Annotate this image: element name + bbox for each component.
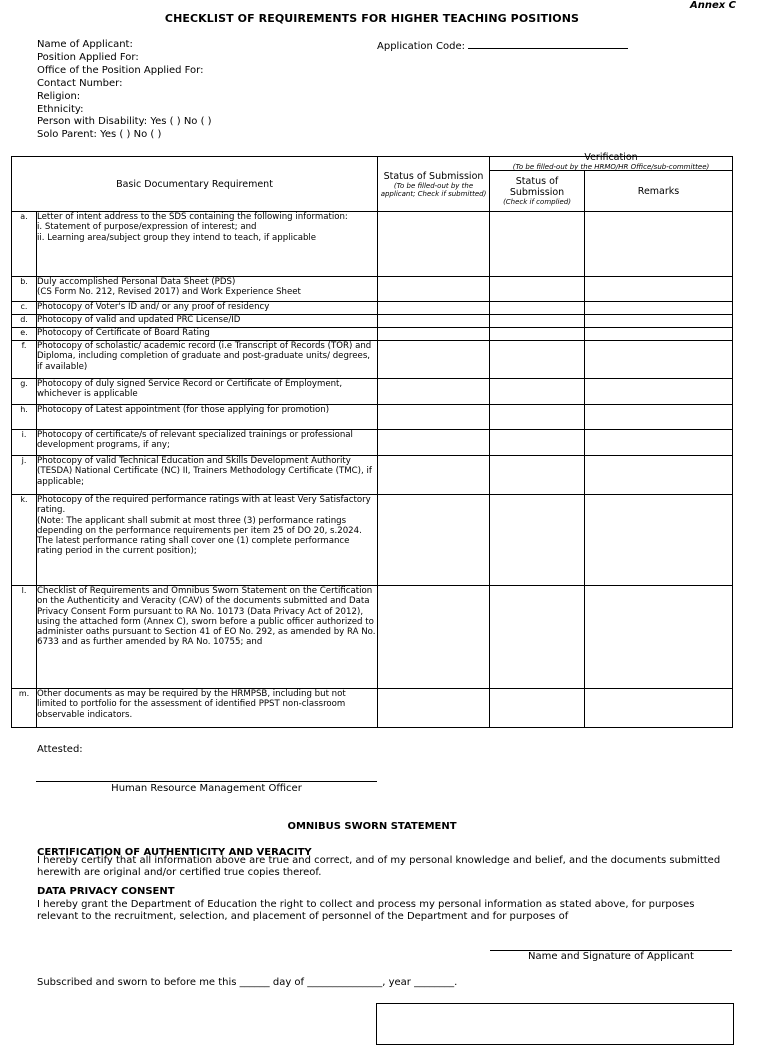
- table-row: [12, 405, 733, 430]
- table-row: [12, 315, 733, 328]
- row-letter: j.: [12, 456, 37, 495]
- row-requirement: Photocopy of Latest appointment (for those applying for promotion): [37, 405, 378, 430]
- remarks-cell[interactable]: [585, 430, 733, 456]
- status-cell[interactable]: [378, 328, 490, 341]
- row-letter: m.: [12, 689, 37, 728]
- status-cell[interactable]: [378, 315, 490, 328]
- pwd-label: Person with Disability: Yes ( ) No ( ): [37, 116, 212, 128]
- row-letter: l.: [12, 586, 37, 689]
- status-cell[interactable]: [378, 689, 490, 728]
- table-row: [12, 430, 733, 456]
- cav-text: I hereby certify that all information above are true and correct, and of my personal knowledge and belief, and the documents submitted herewith are original and/or certified true copies thereof.: [37, 855, 721, 878]
- sworn-statement: Subscribed and sworn to before me this ______ day of _______________, year ________.: [37, 977, 458, 988]
- ethnicity-label: Ethnicity:: [37, 103, 84, 115]
- ver-status-cell[interactable]: [490, 495, 585, 586]
- col-status-title: Status of Submission: [383, 170, 484, 182]
- attested-label: Attested:: [37, 744, 83, 755]
- ver-status-cell[interactable]: [490, 689, 585, 728]
- application-code-line: [468, 39, 628, 49]
- row-requirement: Photocopy of valid and updated PRC License/ID: [37, 315, 378, 328]
- annex-label: Annex C: [689, 0, 736, 11]
- contact-label: Contact Number:: [37, 77, 123, 89]
- status-cell[interactable]: [378, 586, 490, 689]
- col-ver-status-header: [490, 171, 585, 212]
- table-row: [12, 689, 733, 728]
- verification-header: [490, 152, 733, 171]
- row-letter: f.: [12, 341, 37, 379]
- row-letter: d.: [12, 315, 37, 328]
- col-status-note: (To be filled-out by the applicant; Check if submitted): [380, 181, 487, 198]
- row-letter: e.: [12, 328, 37, 341]
- verification-note: (To be filled-out by the HRMO/HR Office/sub-committee): [512, 163, 710, 171]
- table-row: [12, 302, 733, 315]
- row-letter: i.: [12, 430, 37, 456]
- document-title: CHECKLIST OF REQUIREMENTS FOR HIGHER TEACHING POSITIONS: [164, 12, 580, 25]
- row-requirement: Photocopy of the required performance ratings with at least Very Satisfactory rating. (Note: The applicant shall submit at most three (3) performance ratings depending on the performance requirements per item 25 of DO 20, s.2024. The latest performance rating shall cover one (1) complete performance rating period in the current position);: [37, 495, 378, 586]
- status-cell[interactable]: [378, 341, 490, 379]
- ver-status-cell[interactable]: [490, 379, 585, 405]
- remarks-cell[interactable]: [585, 302, 733, 315]
- remarks-cell[interactable]: [585, 586, 733, 689]
- row-letter: b.: [12, 277, 37, 302]
- ver-status-cell[interactable]: [490, 430, 585, 456]
- table-row: [12, 586, 733, 689]
- table-row: [12, 341, 733, 379]
- status-cell[interactable]: [378, 456, 490, 495]
- ver-status-cell[interactable]: [490, 302, 585, 315]
- remarks-cell[interactable]: [585, 212, 733, 277]
- row-letter: a.: [12, 212, 37, 277]
- remarks-cell[interactable]: [585, 277, 733, 302]
- remarks-cell[interactable]: [585, 495, 733, 586]
- ver-status-cell[interactable]: [490, 212, 585, 277]
- ver-status-cell[interactable]: [490, 341, 585, 379]
- row-requirement: Letter of intent address to the SDS containing the following information: i. Statement of purpose/expression of interest; and ii. Learning area/subject group they intend to teach, if applicable: [37, 212, 378, 277]
- status-cell[interactable]: [378, 379, 490, 405]
- applicant-info: [37, 39, 212, 142]
- ver-status-cell[interactable]: [490, 328, 585, 341]
- col-remarks-header: Remarks: [585, 171, 733, 212]
- remarks-cell[interactable]: [585, 689, 733, 728]
- status-cell[interactable]: [378, 405, 490, 430]
- row-letter: g.: [12, 379, 37, 405]
- col-ver-status-note: (Check if complied): [503, 198, 571, 206]
- table-row: [12, 212, 733, 277]
- requirements-table: [11, 152, 733, 728]
- cav-heading: CERTIFICATION OF AUTHENTICITY AND VERACITY: [37, 847, 312, 858]
- row-requirement: Photocopy of scholastic/ academic record (i.e Transcript of Records (TOR) and Diploma, including completion of graduate and post-graduate units/ degrees, if available): [37, 341, 378, 379]
- application-code: [377, 39, 628, 52]
- hrmo-signature-line: [36, 781, 377, 782]
- ver-status-cell[interactable]: [490, 277, 585, 302]
- ver-status-cell[interactable]: [490, 405, 585, 430]
- table-row: [12, 456, 733, 495]
- application-code-label: Application Code:: [377, 41, 466, 52]
- position-label: Position Applied For:: [37, 51, 139, 63]
- row-letter: k.: [12, 495, 37, 586]
- col-ver-status-title: Status of Submission: [509, 176, 565, 198]
- row-requirement: Checklist of Requirements and Omnibus Sworn Statement on the Certification on the Authenticity and Veracity (CAV) of the documents submitted and Data Privacy Consent Form pursuant to RA No. 10173 (Data Privacy Act of 2012), using the attached form (Annex C), sworn before a public officer authorized to administer oaths pursuant to Section 41 of EO No. 292, as amended by RA No. 6733 and as further amended by RA No. 10755; and: [37, 586, 378, 689]
- data-privacy-text: I hereby grant the Department of Education the right to collect and process my personal information as stated above, for purposes relevant to the recruitment, selection, and placement of personnel of the Department and for purposes of: [37, 899, 695, 922]
- row-requirement: Photocopy of valid Technical Education and Skills Development Authority (TESDA) National Certificate (NC) II, Trainers Methodology Certificate (TMC), if applicable;: [37, 456, 378, 495]
- status-cell[interactable]: [378, 430, 490, 456]
- verification-title: Verification: [584, 152, 638, 163]
- status-cell[interactable]: [378, 277, 490, 302]
- ver-status-cell[interactable]: [490, 586, 585, 689]
- col-requirement-header: Basic Documentary Requirement: [12, 157, 378, 212]
- status-cell[interactable]: [378, 495, 490, 586]
- table-row: [12, 328, 733, 341]
- remarks-cell[interactable]: [585, 405, 733, 430]
- status-cell[interactable]: [378, 212, 490, 277]
- row-requirement: Photocopy of duly signed Service Record or Certificate of Employment, whichever is applicable: [37, 379, 378, 405]
- row-letter: h.: [12, 405, 37, 430]
- row-requirement: Other documents as may be required by the HRMPSB, including but not limited to portfolio for the assessment of identified PPST non-classroom observable indicators.: [37, 689, 378, 728]
- religion-label: Religion:: [37, 90, 81, 102]
- omnibus-title: OMNIBUS SWORN STATEMENT: [287, 821, 457, 832]
- remarks-cell[interactable]: [585, 379, 733, 405]
- ver-status-cell[interactable]: [490, 456, 585, 495]
- hrmo-label: Human Resource Management Officer: [111, 783, 302, 794]
- ver-status-cell[interactable]: [490, 315, 585, 328]
- data-privacy-heading: DATA PRIVACY CONSENT: [37, 886, 175, 897]
- col-status-header: [378, 157, 490, 212]
- status-cell[interactable]: [378, 302, 490, 315]
- row-letter: c.: [12, 302, 37, 315]
- applicant-signature-label: Name and Signature of Applicant: [528, 951, 694, 962]
- office-label: Office of the Position Applied For:: [37, 64, 204, 76]
- solo-parent-label: Solo Parent: Yes ( ) No ( ): [37, 129, 162, 141]
- row-requirement: Photocopy of Certificate of Board Rating: [37, 328, 378, 341]
- remarks-cell[interactable]: [585, 328, 733, 341]
- remarks-cell[interactable]: [585, 315, 733, 328]
- row-requirement: Photocopy of certificate/s of relevant specialized trainings or professional development programs, if any;: [37, 430, 378, 456]
- applicant-name-label: Name of Applicant:: [37, 39, 133, 50]
- table-row: [12, 277, 733, 302]
- row-requirement: Duly accomplished Personal Data Sheet (PDS) (CS Form No. 212, Revised 2017) and Work Experience Sheet: [37, 277, 378, 302]
- row-requirement: Photocopy of Voter's ID and/ or any proof of residency: [37, 302, 378, 315]
- remarks-cell[interactable]: [585, 341, 733, 379]
- table-row: [12, 379, 733, 405]
- remarks-cell[interactable]: [585, 456, 733, 495]
- table-row: [12, 495, 733, 586]
- notary-box: [376, 1003, 734, 1045]
